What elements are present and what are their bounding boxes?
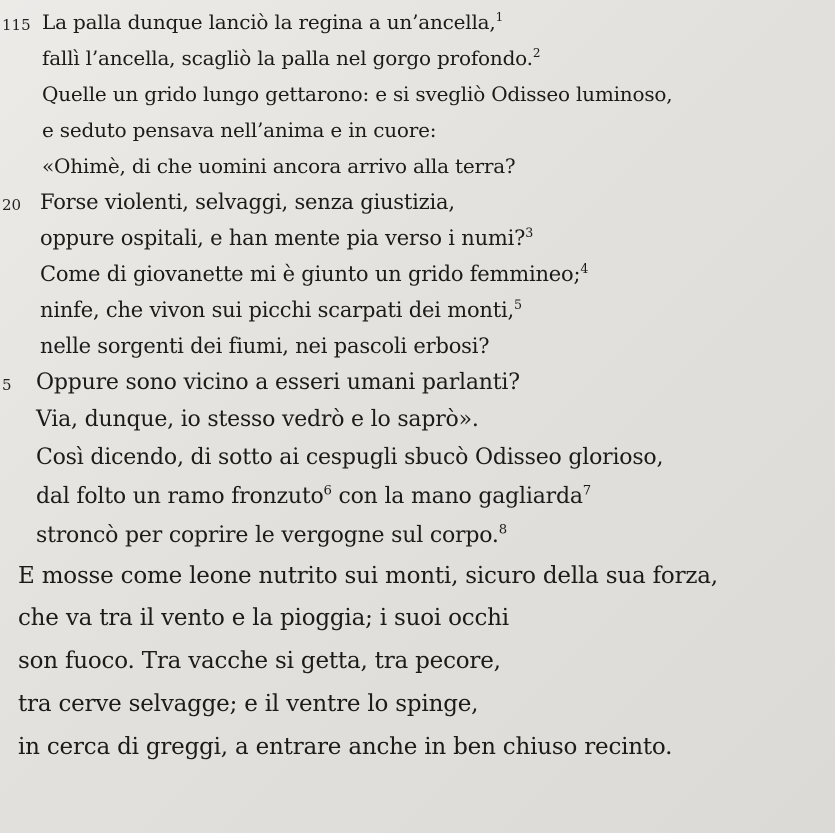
footnote-marker: 6 [323, 483, 332, 499]
footnote-marker: 8 [498, 522, 507, 538]
verse-line: Così dicendo, di sotto ai cespugli sbucò Odisseo glorioso, [36, 445, 664, 470]
verse-line: La palla dunque lanciò la regina a un’ancella,$^1$ [42, 10, 503, 34]
footnote-marker: 7 [582, 483, 591, 499]
verse-line: e seduto pensava nell’anima e in cuore: [42, 118, 437, 142]
line-number-20: 20 [2, 196, 22, 214]
line-number-115: 115 [2, 16, 31, 34]
verse-line: dal folto un ramo fronzuto$^6$ con la mano gagliarda$^7$ [36, 483, 591, 509]
footnote-marker: 2 [532, 46, 541, 61]
verse-line: che va tra il vento e la pioggia; i suoi occhi [18, 605, 509, 631]
verse-line: in cerca di greggi, a entrare anche in ben chiuso recinto. [18, 734, 673, 760]
verse-line: Quelle un grido lungo gettarono: e si svegliò Odisseo luminoso, [42, 82, 673, 106]
verse-line: son fuoco. Tra vacche si getta, tra pecore, [18, 648, 501, 674]
verse-line: Forse violenti, selvaggi, senza giustizia, [40, 190, 455, 214]
verse-line: Via, dunque, io stesso vedrò e lo saprò». [36, 407, 479, 432]
footnote-marker: 5 [513, 296, 522, 312]
verse-line: «Ohimè, di che uomini ancora arrivo alla terra? [42, 154, 516, 178]
verse-line: ninfe, che vivon sui picchi scarpati dei monti,$^5$ [40, 296, 522, 322]
verse-line: Come di giovanette mi è giunto un grido femmineo;$^4$ [40, 260, 589, 286]
verse-line: stroncò per coprire le vergogne sul corpo.$^8$ [36, 522, 507, 548]
verse-line: nelle sorgenti dei fiumi, nei pascoli erbosi? [40, 334, 490, 358]
verse-line: Oppure sono vicino a esseri umani parlanti? [36, 370, 520, 395]
footnote-marker: 3 [525, 224, 534, 240]
footnote-marker: 4 [580, 260, 589, 276]
line-number-5: 5 [2, 376, 12, 394]
verse-line: E mosse come leone nutrito sui monti, sicuro della sua forza, [18, 563, 718, 589]
verse-line: fallì l’ancella, scagliò la palla nel gorgo profondo.$^2$ [42, 46, 541, 70]
verse-line: oppure ospitali, e han mente pia verso i numi?$^3$ [40, 224, 534, 250]
footnote-marker: 1 [495, 10, 503, 25]
verse-line: tra cerve selvagge; e il ventre lo spinge, [18, 691, 479, 717]
